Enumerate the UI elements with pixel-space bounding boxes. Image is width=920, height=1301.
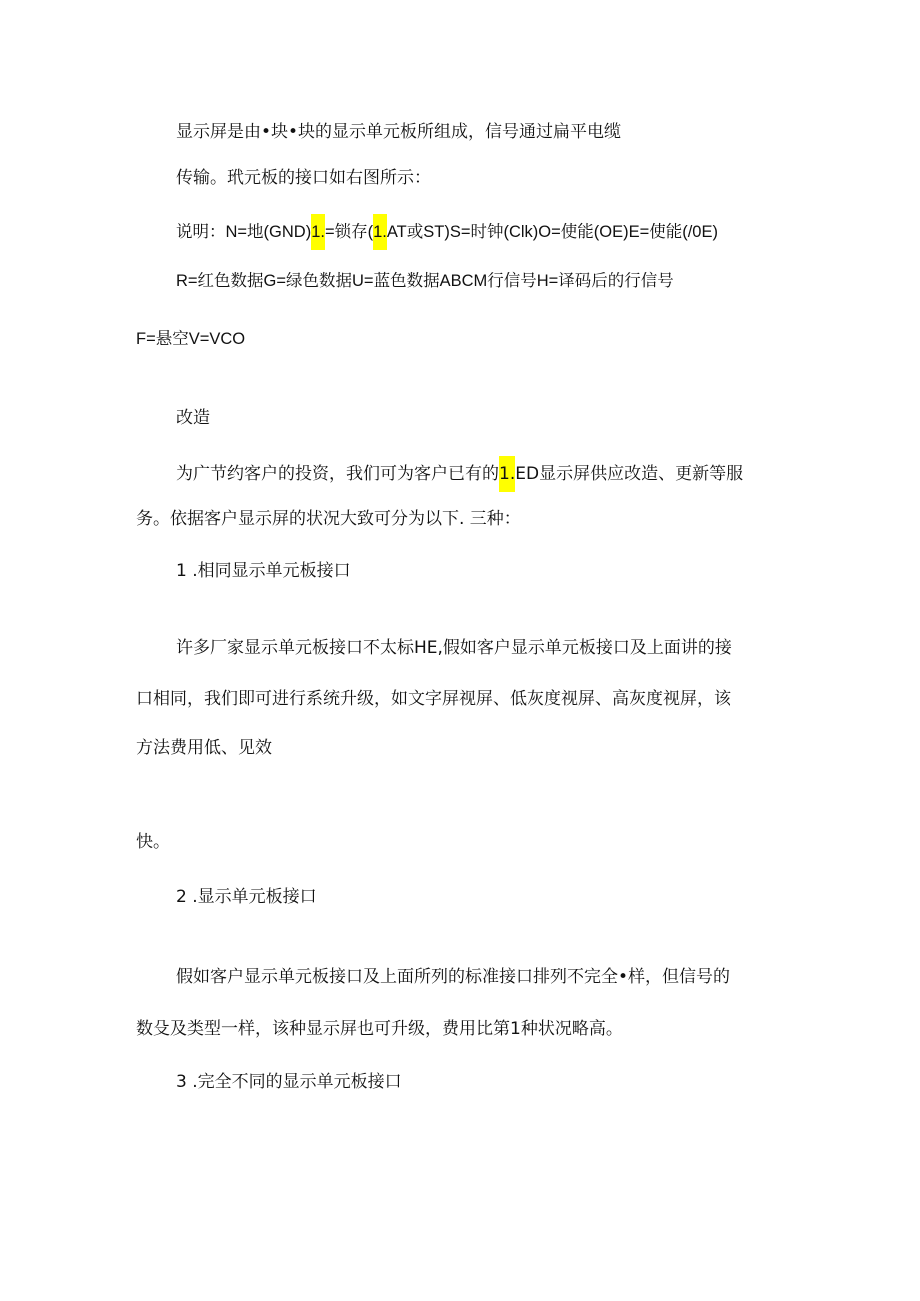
list-item-2-title: 2 .显示单元板接口 (176, 887, 317, 907)
section-heading-gaizao: 改造 (176, 408, 210, 428)
legend-line-3: F=悬空V=VCO (136, 330, 246, 348)
legend-text-segment: =锁存( (324, 223, 374, 241)
paragraph-intro-line-2: 传输。玳元板的接口如右图所示： (176, 168, 431, 188)
legend-line-1 (176, 214, 718, 250)
list-item-2-text-line-2: 数殳及类型一样，该种显示屏也可升级，费用比第1种状况略高。 (136, 1019, 623, 1039)
legend-text-segment: AT或ST)S=时钟(Clk)O=使能(OE)E=使能(/0E) (386, 223, 718, 241)
paragraph-renovation-line-1 (176, 456, 743, 492)
legend-line-2: R=红色数据G=绿色数据U=蓝色数据ABCM行信号H=译码后的行信号 (176, 272, 674, 290)
list-item-1-text-line-2: 口相同，我们即可进行系统升级，如文字屏视屏、低灰度视屏、高灰度视屏，该 (136, 689, 731, 709)
list-item-1-title: 1 .相同显示单元板接口 (176, 561, 351, 581)
paragraph-renovation-line-2: 务。依据客户显示屏的状况大致可分为以下. 三种： (136, 509, 521, 529)
paragraph-text-segment: 为广节约客户的投资，我们可为客户已有的 (176, 464, 499, 484)
paragraph-intro-line-1: 显示屏是由•块•块的显示单元板所组成，信号通过扁平电缆 (176, 122, 622, 142)
paragraph-text-segment: ED显示屏供应改造、更新等服 (515, 464, 744, 484)
list-item-2-text-line-1: 假如客户显示单元板接口及上面所列的标准接口排列不完全•样，但信号的 (176, 967, 731, 987)
highlighted-text: 1. (373, 214, 387, 250)
list-item-1-text-line-3: 方法费用低、见效 (136, 738, 272, 758)
highlighted-text: 1. (499, 456, 515, 492)
list-item-3-title: 3 .完全不同的显示单元板接口 (176, 1072, 402, 1092)
legend-text-segment: 说明：N=地(GND) (176, 223, 312, 241)
list-item-1-text-line-1: 许多厂家显示单元板接口不太标HE,假如客户显示单元板接口及上面讲的接 (176, 638, 732, 658)
highlighted-text: 1. (311, 214, 325, 250)
list-item-1-text-line-4: 快。 (136, 832, 170, 852)
